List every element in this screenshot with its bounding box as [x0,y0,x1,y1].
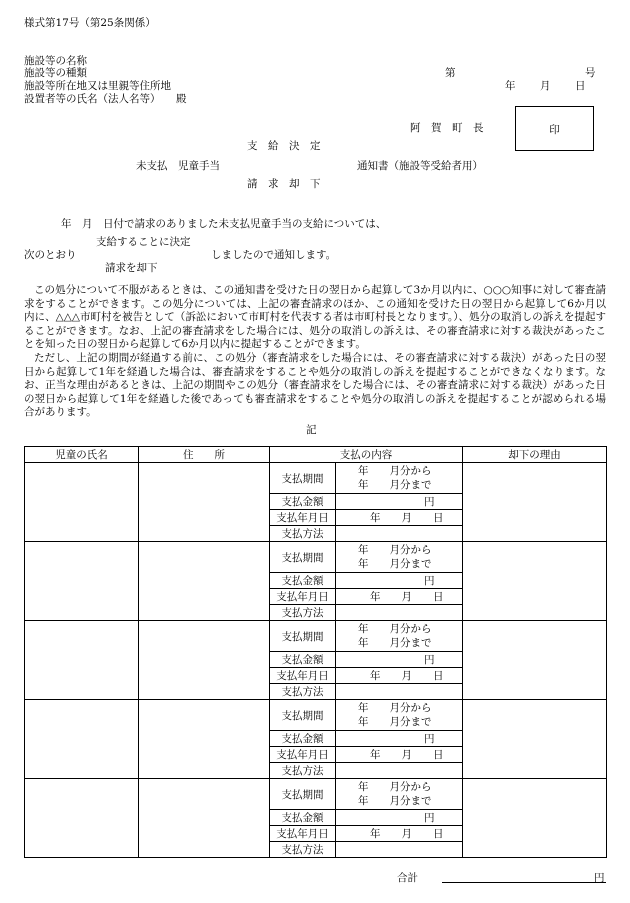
table-row [25,463,607,494]
payment-method-label: 支払方法 [270,526,336,542]
payment-amount-label: 支払金額 [270,810,336,826]
header-child-name: 児童の氏名 [25,447,139,463]
payment-amount-value[interactable] [336,494,463,510]
address-cell[interactable] [139,463,270,542]
payment-period-value[interactable] [336,779,463,810]
payment-date-label: 支払年月日 [270,510,336,526]
period-to: 年 月分まで [358,558,432,570]
payment-amount-label: 支払金額 [270,731,336,747]
ki-heading: 記 [306,424,317,436]
table-header-row [25,447,607,463]
payment-period-label: 支払期間 [270,621,336,652]
payment-date-label: 支払年月日 [270,826,336,842]
amount-unit: 円 [424,654,435,666]
payment-period-label: 支払期間 [270,779,336,810]
facility-address-label: 施設等所在地又は里親等住所地 [24,80,171,92]
payment-date-value[interactable] [336,747,463,763]
payment-period-value[interactable] [336,621,463,652]
payment-amount-label: 支払金額 [270,573,336,589]
amount-unit: 円 [424,575,435,587]
period-to: 年 月分まで [358,716,432,728]
date-template: 年 月 日 [370,591,444,603]
header-rejection-reason: 却下の理由 [463,447,607,463]
address-cell[interactable] [139,700,270,779]
address-cell[interactable] [139,542,270,621]
period-from: 年 月分から [358,544,432,556]
rejection-reason-cell[interactable] [463,779,607,858]
intro-option-decision: 支給することに決定 [96,236,191,248]
child-name-cell[interactable] [25,779,139,858]
title-option-reject: 請 求 却 下 [247,178,321,190]
date-template: 年 月 日 [370,749,444,761]
doc-number-suffix: 号 [585,67,596,79]
title-option-decision: 支 給 決 定 [247,140,321,152]
payment-amount-value[interactable] [336,731,463,747]
rejection-reason-cell[interactable] [463,542,607,621]
payment-period-label: 支払期間 [270,542,336,573]
address-cell[interactable] [139,621,270,700]
payment-date-label: 支払年月日 [270,668,336,684]
amount-unit: 円 [424,496,435,508]
payment-period-value[interactable] [336,463,463,494]
payment-amount-label: 支払金額 [270,652,336,668]
intro-option-reject: 請求を却下 [105,262,158,274]
payment-method-value[interactable] [336,605,463,621]
table-row [25,779,607,810]
address-cell[interactable] [139,779,270,858]
date-template: 年 月 日 [370,512,444,524]
payment-method-label: 支払方法 [270,605,336,621]
facility-type-label: 施設等の種類 [24,67,87,79]
payment-method-value[interactable] [336,763,463,779]
table-row [25,700,607,731]
payment-period-value[interactable] [336,542,463,573]
total-field[interactable] [442,882,606,883]
child-name-cell[interactable] [25,542,139,621]
period-to: 年 月分まで [358,637,432,649]
date-month: 月 [540,80,551,92]
facility-name-label: 施設等の名称 [24,55,87,67]
period-from: 年 月分から [358,702,432,714]
payment-date-value[interactable] [336,668,463,684]
payment-period-value[interactable] [336,700,463,731]
payment-date-label: 支払年月日 [270,589,336,605]
title-subject: 未支払 児童手当 [136,160,220,172]
payment-method-label: 支払方法 [270,684,336,700]
payment-method-label: 支払方法 [270,763,336,779]
child-name-cell[interactable] [25,463,139,542]
seal-box [515,106,594,151]
payment-method-label: 支払方法 [270,842,336,858]
form-number: 様式第17号（第25条関係） [24,17,156,29]
period-to: 年 月分まで [358,479,432,491]
doc-number-prefix: 第 [445,67,456,79]
payment-amount-value[interactable] [336,810,463,826]
child-name-cell[interactable] [25,621,139,700]
seal-label: 印 [549,124,560,136]
payment-table [24,446,607,858]
period-from: 年 月分から [358,465,432,477]
total-unit: 円 [594,872,605,884]
amount-unit: 円 [424,733,435,745]
payment-date-value[interactable] [336,826,463,842]
payment-date-label: 支払年月日 [270,747,336,763]
header-address: 住 所 [139,447,270,463]
date-template: 年 月 日 [370,670,444,682]
appeal-notice-paragraph: この処分について不服があるときは、この通知書を受けた日の翌日から起算して3か月以内に、○○○知事に対して審査請求をすることができます。この処分については、上記の審査請求のほか、この通知を受けた日の翌日から起算して6か月以内に、△△△市町村を被告として（訴訟において市町村を代表する者は市町村長となります。）、処分の取消しの訴えを提起することができます。なお、上記の審査請求をした場合には、処分の取消しの訴えは、その審査請求に対する裁決があったことを知った日の翌日から起算して6か月以内に提起することができます。 [24,284,606,351]
intro-lead: 次のとおり [24,249,77,261]
honorific: 殿 [176,93,187,105]
payment-period-label: 支払期間 [270,463,336,494]
date-day: 日 [575,80,586,92]
payment-period-label: 支払期間 [270,700,336,731]
period-from: 年 月分から [358,623,432,635]
payment-amount-label: 支払金額 [270,494,336,510]
child-name-cell[interactable] [25,700,139,779]
payment-method-value[interactable] [336,684,463,700]
rejection-reason-cell[interactable] [463,463,607,542]
table-row [25,542,607,573]
time-limit-notice-paragraph: ただし、上記の期間が経過する前に、この処分（審査請求をした場合には、その審査請求に対する裁決）があった日の翌日から起算して1年を経過した場合は、審査請求をすることや処分の取消しの訴えを提起することができなくなります。なお、正当な理由があるときは、上記の期間やこの処分（審査請求をした場合には、その審査請求に対する裁決）があった日の翌日から起算して1年を経過した後であっても審査請求をすることや処分の取消しの訴えを提起することが認められる場合があります。 [24,352,606,419]
issuer-title: 阿 賀 町 長 [410,122,484,134]
title-notice: 通知書（施設等受給者用） [357,160,483,172]
date-year: 年 [505,80,516,92]
amount-unit: 円 [424,812,435,824]
payment-amount-value[interactable] [336,652,463,668]
intro-tail: しましたので通知します。 [211,249,337,261]
rejection-reason-cell[interactable] [463,700,607,779]
payment-method-value[interactable] [336,526,463,542]
rejection-reason-cell[interactable] [463,621,607,700]
payment-date-value[interactable] [336,589,463,605]
payment-date-value[interactable] [336,510,463,526]
payment-method-value[interactable] [336,842,463,858]
period-to: 年 月分まで [358,795,432,807]
total-label: 合計 [397,872,418,884]
payment-amount-value[interactable] [336,573,463,589]
founder-name-label: 設置者等の氏名（法人名等） [24,93,161,105]
table-row [25,621,607,652]
intro-line: 年 月 日付で請求のありました未支払児童手当の支給については、 [61,218,387,230]
period-from: 年 月分から [358,781,432,793]
header-payment-content: 支払の内容 [270,447,463,463]
date-template: 年 月 日 [370,828,444,840]
